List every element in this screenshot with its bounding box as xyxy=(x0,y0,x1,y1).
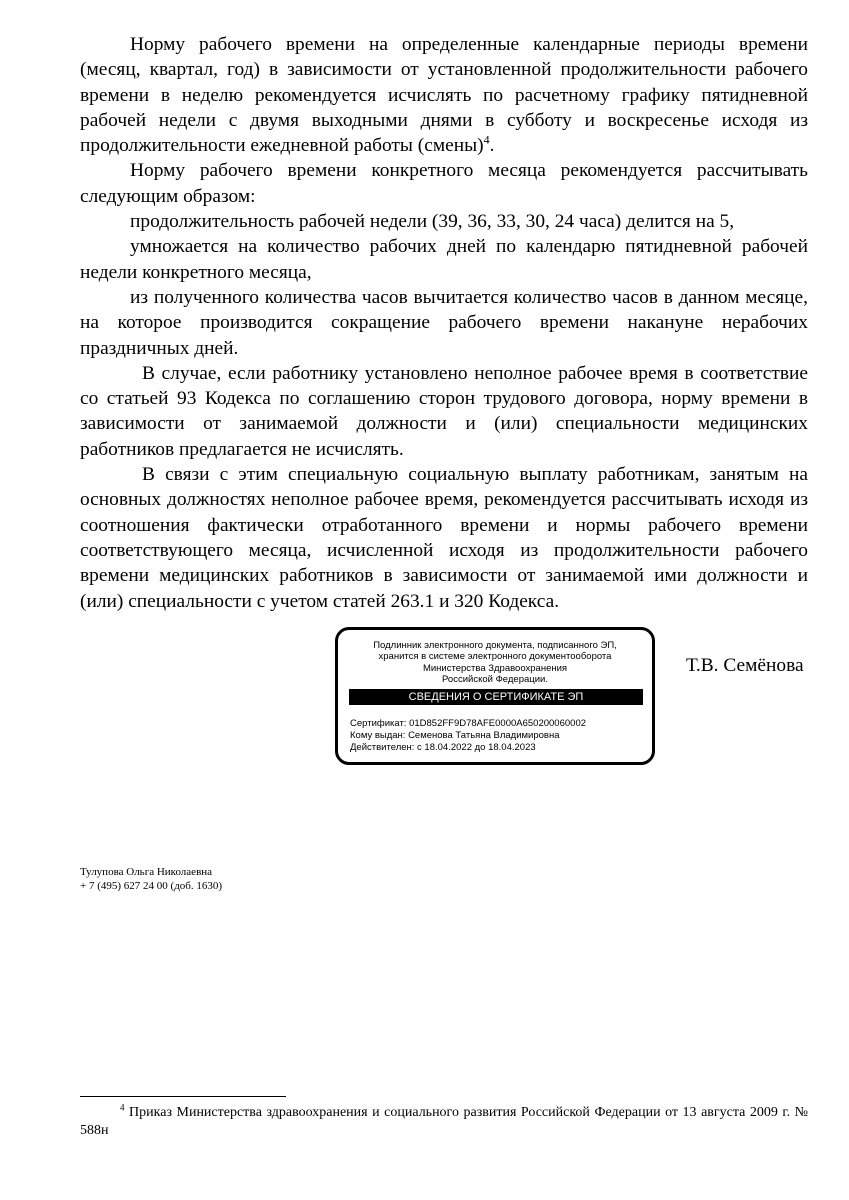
paragraph-step-subtract: из полученного количества часов вычитается количество часов в данном месяце, на которое производится сокращение рабочего времени накануне нерабочих праздничных дней. xyxy=(80,286,808,359)
stamp-title: СВЕДЕНИЯ О СЕРТИФИКАТЕ ЭП xyxy=(349,689,643,705)
paragraph-work-norm: Норму рабочего времени на определенные календарные периоды времени (месяц, квартал, год) в зависимости от установленной продолжительности рабочего времени в неделю рекомендуется исчислять по расчетному графику пятидневной рабочей недели с двумя выходными днями в субботу и воскресенье исходя из продолжительности ежедневной работы (смены)$^4$. xyxy=(80,34,808,157)
footnote-number: 4 xyxy=(120,1102,125,1113)
main-text xyxy=(80,32,808,614)
stamp-certificate: Сертификат: 01D852FF9D78AFE0000A650200060002 xyxy=(350,718,587,729)
stamp-details xyxy=(350,718,586,755)
footnote-text: Приказ Министерства здравоохранения и социального развития Российской Федерации от 13 августа 2009 г. № 588н xyxy=(80,1105,808,1138)
signer-name: Т.В. Семёнова xyxy=(686,655,804,676)
contact-block xyxy=(80,866,222,893)
contact-phone: + 7 (495) 627 24 00 (доб. 1630) xyxy=(80,879,223,892)
stamp-issued-to: Кому выдан: Семенова Татьяна Владимировна xyxy=(350,730,560,742)
signature-stamp xyxy=(335,627,655,765)
contact-name: Тулупова Ольга Николаевна xyxy=(80,866,213,878)
paragraph-part-time: В случае, если работнику установлено неполное рабочее время в соответствие со статьей 93 Кодекса по соглашению сторон трудового договора, норму времени в зависимости от занимаемой должности и (или) специальности медицинских работников предлагается не исчислять. xyxy=(80,362,808,460)
stamp-header: Подлинник электронного документа, подписанного ЭП, хранится в системе электронного документооборота Министерства Здравоохранения Российской Федерации. xyxy=(373,640,617,685)
paragraph-month-norm: Норму рабочего времени конкретного месяца рекомендуется рассчитывать следующим образом: xyxy=(80,160,808,207)
footnote-divider xyxy=(80,1096,286,1097)
footnote-reference: 4 xyxy=(483,132,490,147)
stamp-validity: Действителен: с 18.04.2022 до 18.04.2023 xyxy=(350,742,536,754)
paragraph-step-divide: продолжительность рабочей недели (39, 36, 33, 30, 24 часа) делится на 5, xyxy=(130,211,735,233)
paragraph-social-payment: В связи с этим специальную социальную выплату работникам, занятым на основных должностях неполное рабочее время, рекомендуется рассчитывать исходя из соотношения фактически отработанного времени и нормы рабочего времени соответствующего месяца, исчисленной исходя из продолжительности рабочего времени медицинских работников в зависимости от занимаемой ими должности и (или) специальности с учетом статей 263.1 и 320 Кодекса. xyxy=(80,464,808,612)
footnote xyxy=(80,1104,808,1140)
paragraph-step-multiply: умножается на количество рабочих дней по календарю пятидневной рабочей недели конкретного месяца, xyxy=(80,236,808,283)
